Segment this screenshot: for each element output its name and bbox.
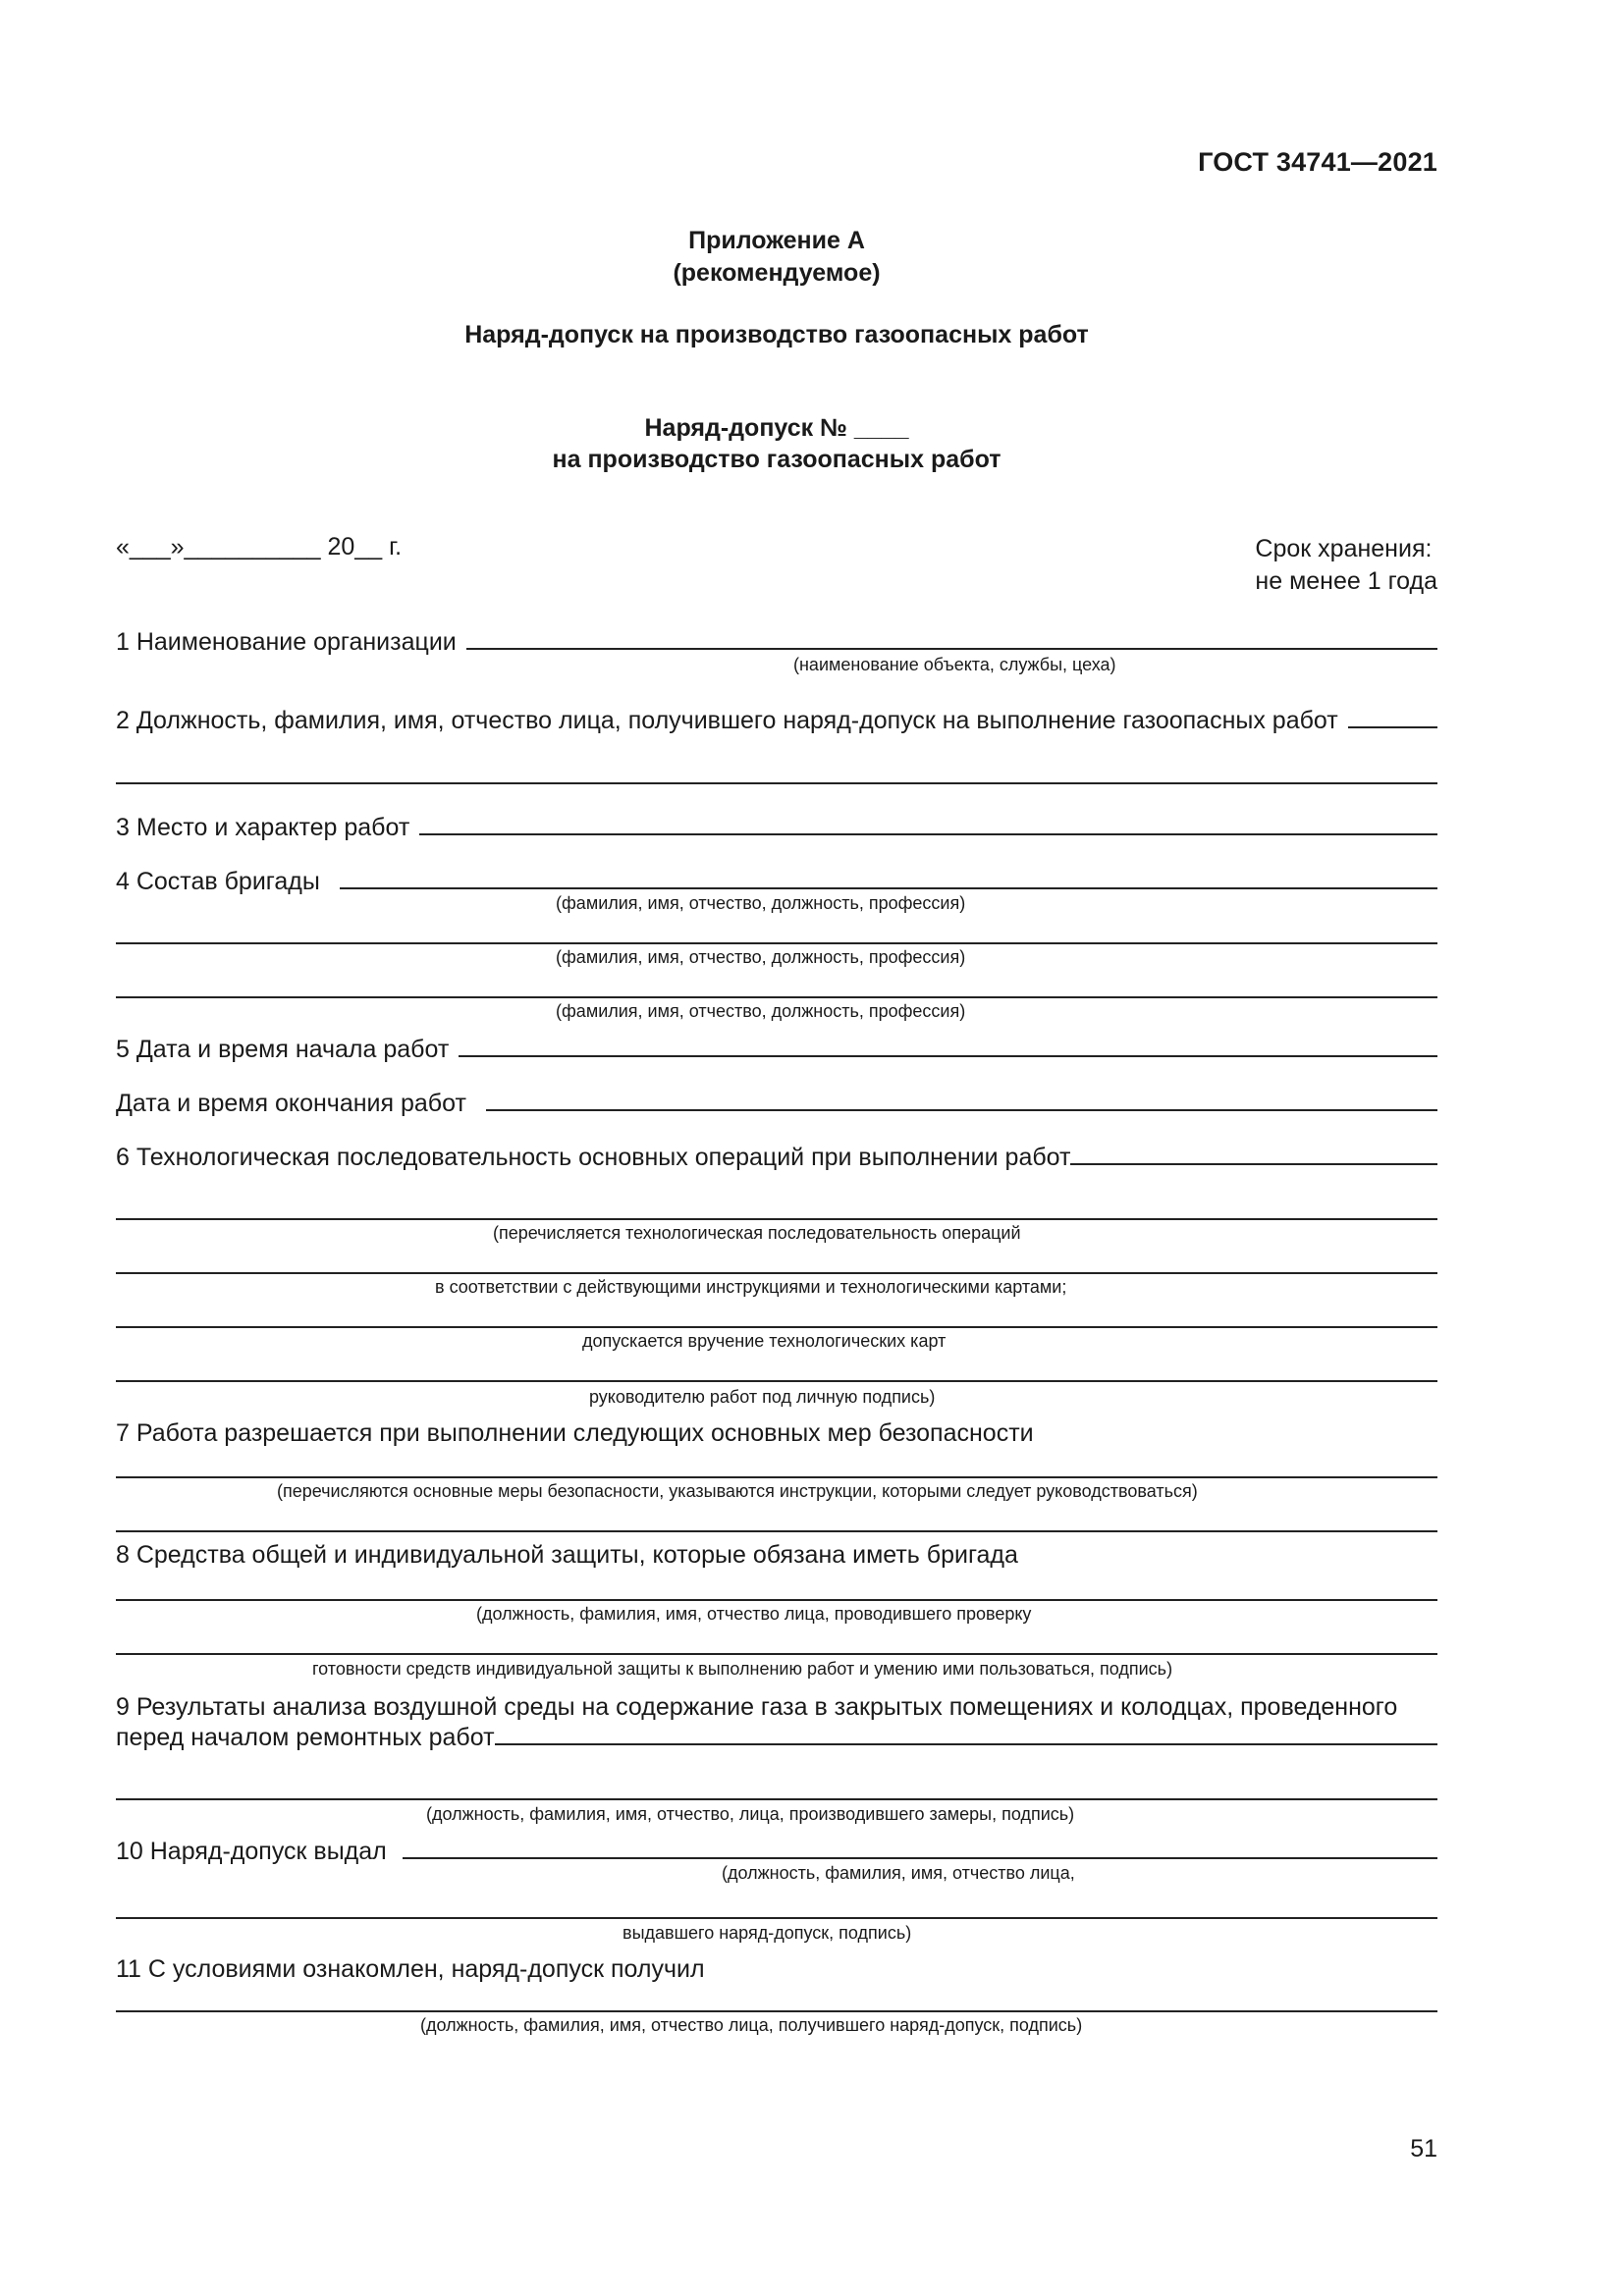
field-label: 6 Технологическая последовательность основных операций при выполнении работ	[116, 1144, 1071, 1171]
field-work-place[interactable]	[116, 810, 1437, 843]
blank-line[interactable]	[116, 1798, 1437, 1800]
blank-line[interactable]	[459, 1032, 1437, 1057]
field-air-analysis-text: 9 Результаты анализа воздушной среды на содержание газа в закрытых помещениях и колодцах, проведенного	[116, 1693, 1398, 1721]
blank-line[interactable]	[116, 1380, 1437, 1382]
blank-line[interactable]	[116, 942, 1437, 944]
blank-line[interactable]	[1070, 1140, 1437, 1165]
blank-line[interactable]	[495, 1720, 1437, 1745]
field-label: 10 Наряд-допуск выдал	[116, 1838, 387, 1865]
blank-line[interactable]	[116, 996, 1437, 998]
field-hint: (фамилия, имя, отчество, должность, профессия)	[556, 947, 966, 967]
permit-subtitle: на производство газоопасных работ	[552, 446, 1001, 473]
blank-line[interactable]	[116, 1272, 1437, 1274]
field-hint: (фамилия, имя, отчество, должность, профессия)	[556, 1001, 966, 1021]
blank-line[interactable]	[403, 1834, 1437, 1859]
page-number: 51	[1410, 2135, 1437, 2163]
field-label: 5 Дата и время начала работ	[116, 1036, 450, 1063]
field-label: перед началом ремонтных работ	[116, 1724, 495, 1751]
date-line: «___»__________ 20__ г.	[116, 533, 403, 561]
field-start-datetime[interactable]	[116, 1032, 1437, 1065]
field-air-analysis[interactable]	[116, 1720, 1437, 1753]
permit-number-line: Наряд-допуск № ____	[644, 414, 909, 442]
field-hint: (должность, фамилия, имя, отчество лица, получившего наряд-допуск, подпись)	[420, 2015, 1083, 2035]
standard-designation: ГОСТ 34741—2021	[1198, 147, 1437, 177]
field-hint: (должность, фамилия, имя, отчество лица,	[722, 1863, 1075, 1883]
storage-line-2: не менее 1 года	[1255, 567, 1437, 595]
blank-line[interactable]	[116, 1917, 1437, 1919]
appendix-subtitle: (рекомендуемое)	[673, 259, 881, 287]
field-hint: (перечисляется технологическая последовательность операций	[493, 1223, 1021, 1243]
field-organization[interactable]	[116, 624, 1437, 658]
field-hint: (должность, фамилия, имя, отчество лица, проводившего проверку	[476, 1604, 1032, 1624]
field-issued-by[interactable]	[116, 1834, 1437, 1867]
form-title: Наряд-допуск на производство газоопасных работ	[464, 321, 1089, 348]
field-hint: руководителю работ под личную подпись)	[589, 1387, 936, 1407]
blank-line[interactable]	[116, 2010, 1437, 2012]
field-received-by-label: 11 С условиями ознакомлен, наряд-допуск получил	[116, 1955, 705, 1983]
blank-line[interactable]	[116, 1476, 1437, 1478]
blank-line[interactable]	[116, 1530, 1437, 1532]
field-hint: готовности средств индивидуальной защиты к выполнению работ и умению ими пользоваться, подпись)	[312, 1659, 1173, 1679]
field-hint: (наименование объекта, службы, цеха)	[793, 655, 1116, 674]
field-hint: (перечисляются основные меры безопасности, указываются инструкции, которыми следует руководствоваться)	[277, 1481, 1198, 1501]
field-hint: в соответствии с действующими инструкциями и технологическими картами;	[435, 1277, 1067, 1297]
field-brigade[interactable]	[116, 864, 1437, 897]
blank-line[interactable]	[116, 1599, 1437, 1601]
blank-line[interactable]	[1348, 703, 1437, 728]
field-responsible-person[interactable]	[116, 703, 1437, 736]
blank-line[interactable]	[116, 782, 1437, 784]
blank-line[interactable]	[486, 1086, 1437, 1111]
blank-line[interactable]	[466, 624, 1437, 650]
field-label: 2 Должность, фамилия, имя, отчество лица, получившего наряд-допуск на выполнение газоопасных работ	[116, 707, 1338, 734]
blank-line[interactable]	[116, 1653, 1437, 1655]
document-page	[116, 0, 1437, 2296]
field-end-datetime[interactable]	[116, 1086, 1437, 1119]
field-hint: (фамилия, имя, отчество, должность, профессия)	[556, 893, 966, 913]
blank-line[interactable]	[116, 1326, 1437, 1328]
blank-line[interactable]	[116, 1218, 1437, 1220]
field-hint: (должность, фамилия, имя, отчество, лица, производившего замеры, подпись)	[426, 1804, 1075, 1824]
field-hint: допускается вручение технологических карт	[582, 1331, 947, 1351]
storage-period	[1255, 533, 1437, 598]
blank-line[interactable]	[340, 864, 1437, 889]
field-tech-sequence[interactable]	[116, 1140, 1437, 1173]
appendix-title: Приложение А	[688, 227, 865, 254]
blank-line[interactable]	[419, 810, 1437, 835]
field-label: 1 Наименование организации	[116, 628, 457, 656]
field-label: 4 Состав бригады	[116, 868, 320, 895]
field-label: Дата и время окончания работ	[116, 1090, 466, 1117]
field-hint: выдавшего наряд-допуск, подпись)	[623, 1923, 912, 1943]
storage-line-1: Срок хранения:	[1255, 535, 1433, 562]
field-protection-label: 8 Средства общей и индивидуальной защиты, которые обязана иметь бригада	[116, 1541, 1018, 1569]
field-safety-measures-label: 7 Работа разрешается при выполнении следующих основных мер безопасности	[116, 1419, 1034, 1447]
field-label: 3 Место и характер работ	[116, 814, 410, 841]
